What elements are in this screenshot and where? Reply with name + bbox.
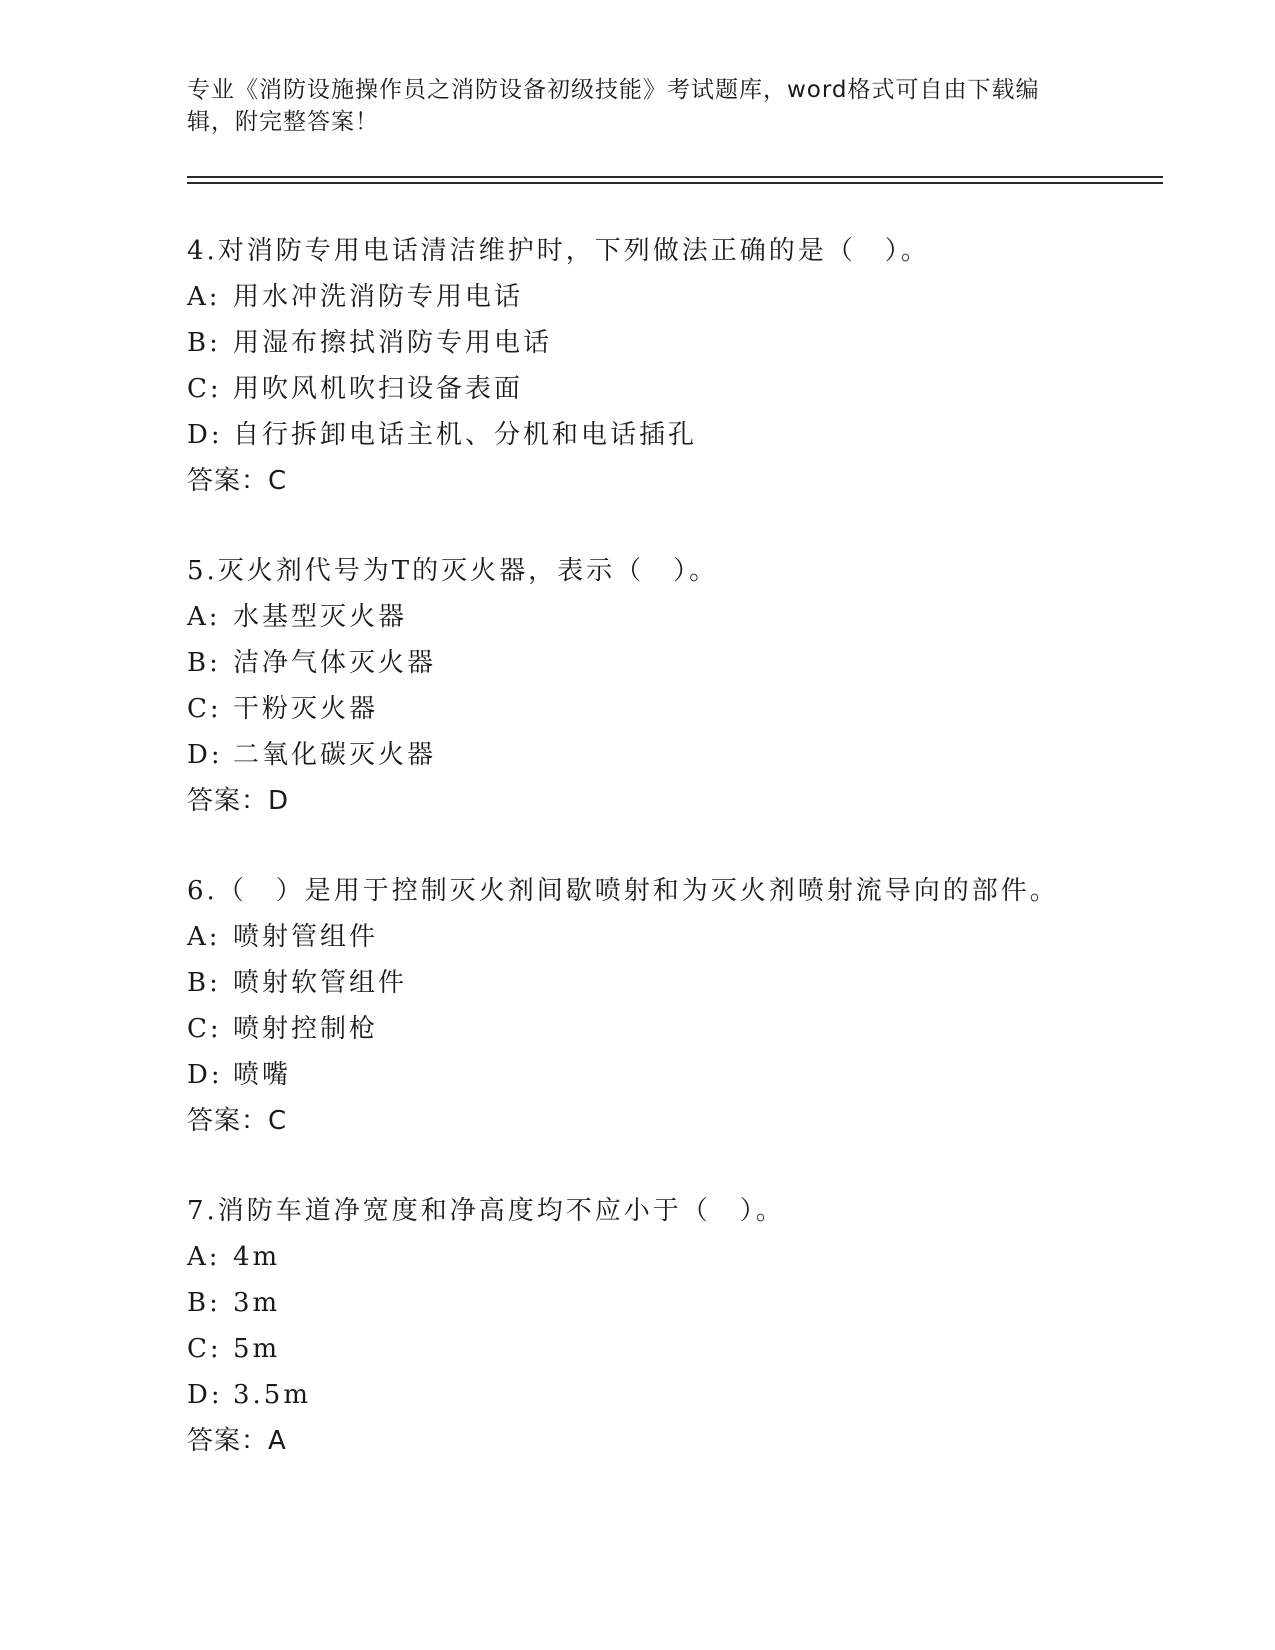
option-text: 水基型灭火器 — [233, 602, 408, 632]
option-c — [187, 686, 1147, 732]
option-text: 3m — [233, 1288, 281, 1318]
option-d — [187, 1372, 1147, 1418]
option-text: 喷嘴 — [233, 1060, 292, 1090]
option-d — [187, 732, 1147, 778]
option-text: 喷射控制枪 — [233, 1014, 379, 1044]
option-label: B: — [187, 328, 221, 358]
option-label: B: — [187, 1288, 221, 1318]
question-5 — [187, 548, 1147, 824]
option-text: 干粉灭火器 — [233, 694, 379, 724]
option-label: A: — [187, 282, 221, 312]
option-label: C: — [187, 694, 222, 724]
option-text: 5m — [233, 1334, 281, 1364]
option-b — [187, 320, 1147, 366]
option-text: 3.5m — [233, 1380, 312, 1410]
answer: 答案：D — [187, 786, 290, 816]
question-stem: 6.（ ）是用于控制灭火剂间歇喷射和为灭火剂喷射流导向的部件。 — [187, 876, 1059, 906]
option-label: A: — [187, 1242, 221, 1272]
option-text: 4m — [233, 1242, 281, 1272]
document-header: 专业《消防设施操作员之消防设备初级技能》考试题库，word格式可自由下载编辑，附完整答案！ — [187, 77, 1040, 135]
option-label: B: — [187, 968, 221, 998]
question-stem: 5.灭火剂代号为T的灭火器，表示（ ）。 — [187, 556, 719, 586]
option-text: 用湿布擦拭消防专用电话 — [233, 328, 553, 358]
option-c — [187, 1326, 1147, 1372]
option-label: A: — [187, 922, 221, 952]
option-b — [187, 1280, 1147, 1326]
option-label: C: — [187, 1334, 222, 1364]
option-label: C: — [187, 1014, 222, 1044]
question-stem: 4.对消防专用电话清洁维护时，下列做法正确的是（ ）。 — [187, 236, 930, 266]
option-a — [187, 914, 1147, 960]
option-a — [187, 274, 1147, 320]
option-a — [187, 594, 1147, 640]
option-label: C: — [187, 374, 222, 404]
option-text: 喷射管组件 — [233, 922, 379, 952]
option-text: 用吹风机吹扫设备表面 — [233, 374, 524, 404]
option-label: D: — [187, 1380, 223, 1410]
option-b — [187, 640, 1147, 686]
answer: 答案：C — [187, 466, 288, 496]
option-c — [187, 1006, 1147, 1052]
option-c — [187, 366, 1147, 412]
option-b — [187, 960, 1147, 1006]
answer: 答案：A — [187, 1426, 287, 1456]
option-label: B: — [187, 648, 221, 678]
option-label: A: — [187, 602, 221, 632]
option-text: 自行拆卸电话主机、分机和电话插孔 — [233, 420, 698, 450]
question-7 — [187, 1188, 1147, 1464]
header-rule-top — [187, 176, 1163, 178]
option-d — [187, 412, 1147, 458]
question-stem: 7.消防车道净宽度和净高度均不应小于（ ）。 — [187, 1196, 785, 1226]
option-text: 洁净气体灭火器 — [233, 648, 437, 678]
option-d — [187, 1052, 1147, 1098]
option-text: 二氧化碳灭火器 — [233, 740, 437, 770]
option-text: 用水冲洗消防专用电话 — [233, 282, 524, 312]
option-label: D: — [187, 1060, 223, 1090]
option-text: 喷射软管组件 — [233, 968, 408, 998]
question-4 — [187, 228, 1147, 504]
header-rule-bottom — [187, 182, 1163, 184]
option-label: D: — [187, 740, 223, 770]
answer: 答案：C — [187, 1106, 288, 1136]
question-6 — [187, 868, 1147, 1144]
option-a — [187, 1234, 1147, 1280]
option-label: D: — [187, 420, 223, 450]
